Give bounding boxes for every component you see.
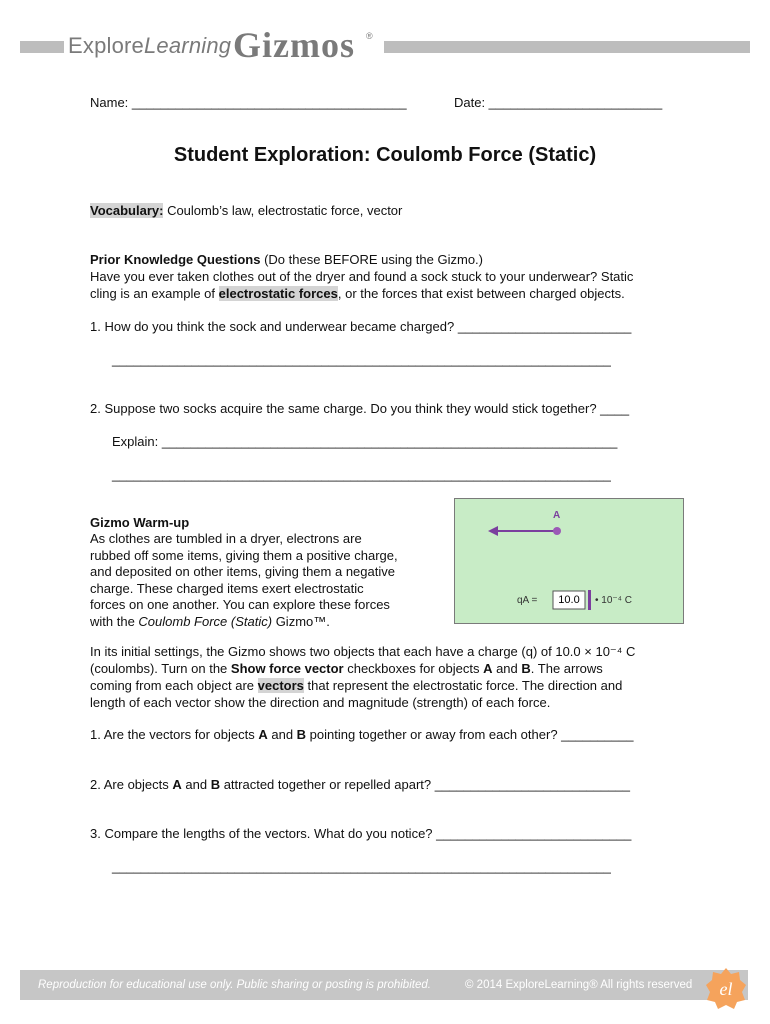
- vocabulary-terms: Coulomb’s law, electrostatic force, vector: [163, 203, 403, 218]
- logo-text: el: [719, 979, 733, 999]
- warmup-line-6: [90, 613, 330, 630]
- prior-question-2-explain[interactable]: Explain: _______________________________________________________________: [112, 434, 618, 449]
- brand-learning-text: Learning: [144, 33, 232, 58]
- intro-text-pre: cling is an example of: [90, 286, 219, 301]
- charge-label: qA =: [517, 595, 538, 606]
- warmup-para2-line-4: length of each vector show the direction and magnitude (strength) of each force.: [90, 695, 551, 710]
- warmup-title: Gizmo Warm-up: [90, 515, 190, 530]
- object-b-ref: B: [521, 661, 531, 676]
- vocab-term-electrostatic-forces: electrostatic forces: [218, 286, 338, 301]
- wq2-a: 2. Are objects: [90, 777, 173, 792]
- wq1-c: and: [267, 727, 297, 742]
- prior-knowledge-intro-1: Have you ever taken clothes out of the dryer and found a sock stuck to your underwear? Static: [90, 269, 634, 284]
- warmup-line-3: and deposited on other items, giving them a negative: [90, 564, 395, 579]
- vocab-term-vectors: vectors: [257, 678, 304, 693]
- charge-value[interactable]: 10.0: [558, 594, 580, 606]
- explorelearning-logo-icon: [704, 966, 748, 1010]
- prior-knowledge-intro-2: [90, 285, 625, 302]
- brand-explorelearning: [68, 33, 231, 59]
- object-a-label: A: [553, 510, 561, 521]
- object-a-ref: A: [483, 661, 493, 676]
- brand-explore-text: Explore: [68, 33, 144, 58]
- prior-question-2[interactable]: 2. Suppose two socks acquire the same charge. Do you think they would stick together? ____: [90, 401, 630, 416]
- wq2-b-ref: B: [210, 777, 221, 792]
- wq1-b-ref: B: [296, 727, 307, 742]
- warmup-line-1: As clothes are tumbled in a dryer, electrons are: [90, 531, 362, 546]
- warmup-question-1[interactable]: [90, 726, 633, 743]
- warmup-heading: [90, 514, 189, 531]
- p2l3-c: that represent the electrostatic force. The direction and: [303, 678, 623, 693]
- intro-text-post: , or the forces that exist between charged objects.: [337, 286, 625, 301]
- warmup-line-6-pre: with the: [90, 614, 139, 629]
- warmup-para2-line-3: [90, 677, 622, 694]
- vocabulary: [90, 202, 402, 219]
- logo-graphic: [704, 966, 748, 1010]
- gizmo-name: Coulomb Force (Static): [138, 614, 273, 629]
- wq1-e: pointing together or away from each other? __________: [306, 727, 634, 742]
- prior-question-2-answer-line[interactable]: _____________________________________________________________________: [112, 467, 611, 482]
- prior-knowledge-title: Prior Knowledge Questions: [90, 252, 261, 267]
- p2l2-g: . The arrows: [530, 661, 603, 676]
- warmup-question-3[interactable]: 3. Compare the lengths of the vectors. What do you notice? ___________________________: [90, 826, 632, 841]
- prior-question-1-answer-line[interactable]: _____________________________________________________________________: [112, 352, 611, 367]
- brand-reg: ®: [366, 31, 373, 41]
- force-vector-arrowhead: [488, 526, 498, 536]
- warmup-para2-line-1: In its initial settings, the Gizmo shows two objects that each have a charge (q) of 10.0 × 10⁻⁴ C: [90, 644, 636, 659]
- show-force-vector-term: Show force vector: [230, 661, 344, 676]
- header-bar-right: [384, 41, 750, 53]
- p2l2-e: and: [492, 661, 522, 676]
- header-bar-left: [20, 41, 64, 53]
- gizmo-screenshot: [454, 498, 684, 624]
- warmup-line-6-post: Gizmo™.: [272, 614, 330, 629]
- charge-unit: • 10⁻⁴ C: [595, 595, 632, 606]
- warmup-question-2[interactable]: [90, 776, 630, 793]
- warmup-question-3-answer-line[interactable]: _____________________________________________________________________: [112, 859, 611, 874]
- name-field[interactable]: Name: ______________________________________: [90, 95, 407, 110]
- warmup-para2-line-2: [90, 660, 603, 677]
- wq2-e: attracted together or repelled apart? ___________________________: [220, 777, 630, 792]
- page-title: Student Exploration: Coulomb Force (Static): [173, 144, 597, 166]
- brand-gizmos: Gizmos: [233, 25, 355, 65]
- footer-disclaimer: Reproduction for educational use only. Public sharing or posting is prohibited.: [38, 979, 431, 991]
- prior-knowledge-heading: [90, 251, 483, 268]
- warmup-line-2: rubbed off some items, giving them a positive charge,: [90, 548, 398, 563]
- prior-knowledge-note: (Do these BEFORE using the Gizmo.): [260, 252, 483, 267]
- warmup-line-4: charge. These charged items exert electrostatic: [90, 581, 364, 596]
- p2l2-a: (coulombs). Turn on the: [90, 661, 231, 676]
- warmup-line-5: forces on one another. You can explore these forces: [90, 597, 390, 612]
- wq1-a: 1. Are the vectors for objects: [90, 727, 259, 742]
- footer-copyright: © 2014 ExploreLearning® All rights reserved: [465, 979, 693, 991]
- object-a-charge[interactable]: [553, 527, 561, 535]
- wq2-a-ref: A: [172, 777, 182, 792]
- p2l3-a: coming from each object are: [90, 678, 258, 693]
- p2l2-c: checkboxes for objects: [343, 661, 484, 676]
- prior-question-1[interactable]: 1. How do you think the sock and underwear became charged? ________________________: [90, 319, 632, 334]
- wq1-a-ref: A: [258, 727, 268, 742]
- vocabulary-label: Vocabulary:: [90, 203, 164, 218]
- date-field[interactable]: Date: ________________________: [454, 95, 663, 110]
- wq2-c: and: [181, 777, 211, 792]
- charge-slider-marker[interactable]: [588, 590, 591, 610]
